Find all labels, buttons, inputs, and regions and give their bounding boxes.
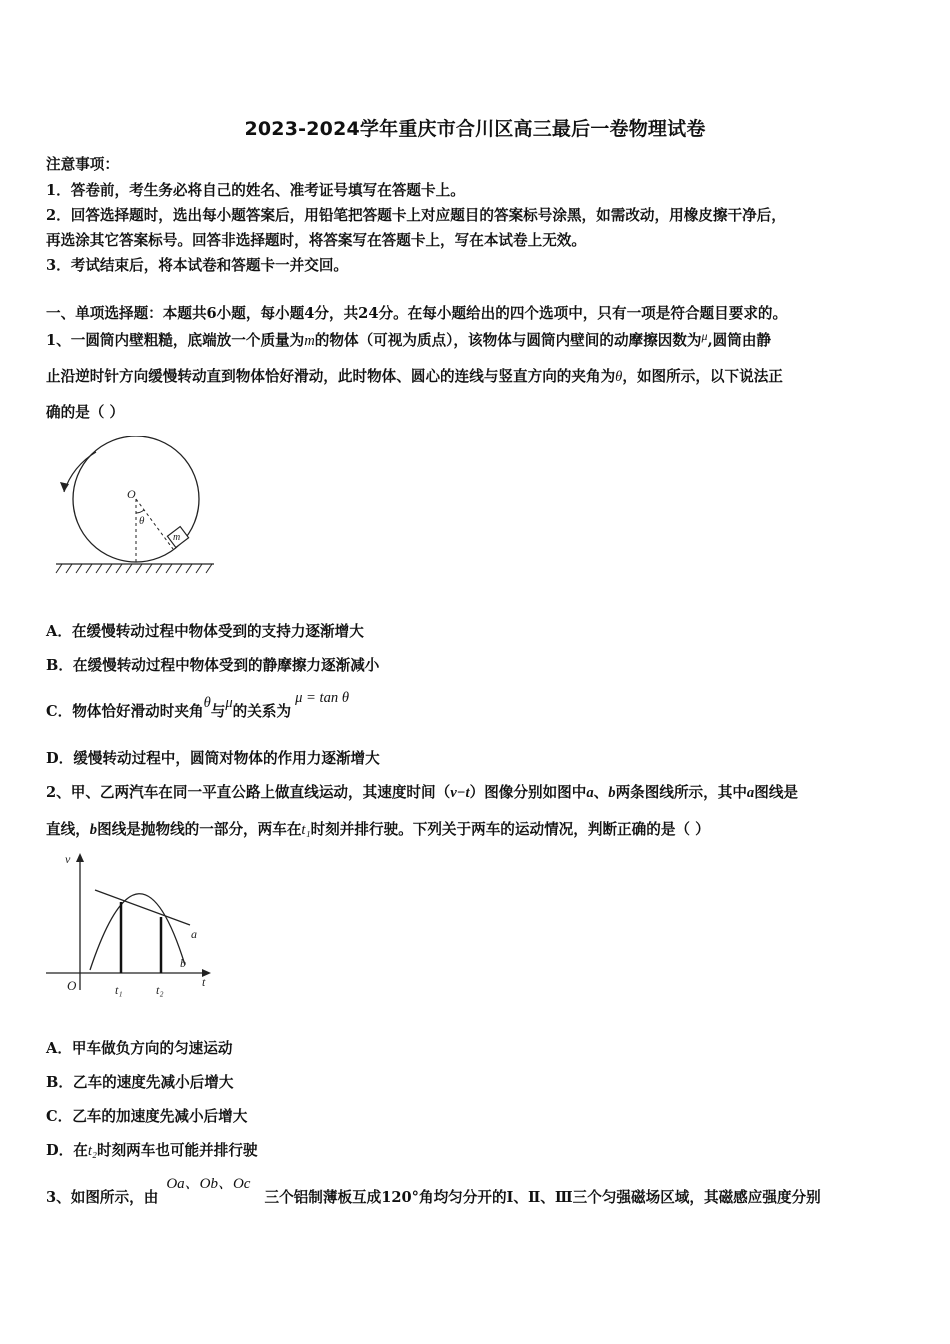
q1-theta-symbol: θ: [615, 369, 623, 385]
q2-text: ）图像分别如图中: [469, 784, 587, 801]
t1-symbol: t₁: [301, 822, 311, 838]
angle-label: θ: [139, 515, 145, 527]
q2-line-2: [46, 818, 710, 839]
page-title: 2023-2024学年重庆市合川区高三最后一卷物理试卷: [244, 118, 706, 140]
q1-option-a: A．在缓慢转动过程中物体受到的支持力逐渐增大: [46, 623, 364, 640]
series-b-label: b: [180, 956, 186, 970]
a-symbol: a: [746, 785, 755, 801]
section-heading: 一、单项选择题：本题共6小题，每小题4分，共24分。在每小题给出的四个选项中，只有一项是符合题目要求的。: [46, 305, 788, 322]
x-tick-label: t₂: [156, 983, 164, 997]
vt-symbol: v−t: [450, 785, 470, 801]
q2-option-d-text: 时刻两车也可能并排行驶: [96, 1142, 258, 1159]
q1-text: 止沿逆时针方向缓慢转动直到物体恰好滑动，此时物体、圆心的连线与竖直方向的夹角为: [46, 368, 616, 385]
series-a-label: a: [191, 927, 197, 941]
x-tick-label: t₁: [115, 983, 123, 997]
q2-vt-chart: [40, 850, 220, 1000]
notice-item-1: 1．答卷前，考生务必将自己的姓名、准考证号填写在答题卡上。: [46, 182, 465, 199]
q1-line-1: [46, 329, 771, 350]
q1-option-d: D．缓慢转动过程中，圆筒对物体的作用力逐渐增大: [46, 750, 380, 767]
t2-symbol: t₂: [87, 1143, 97, 1159]
x-axis-label: t: [202, 975, 206, 989]
formula-mu-tan-theta: μ = tan θ: [295, 690, 349, 706]
q2-text: 两条图线所示，其中: [615, 784, 747, 801]
b-symbol: b: [89, 822, 98, 838]
q3-plates-symbols: Oa、Ob、Oc: [166, 1176, 251, 1192]
y-axis-arrow-icon: [76, 853, 84, 862]
mu-symbol: μ: [225, 695, 233, 711]
theta-symbol: θ: [203, 695, 211, 711]
q2-text: 图线是抛物线的一部分，两车在: [97, 821, 302, 838]
q1-option-b: B．在缓慢转动过程中物体受到的静摩擦力逐渐减小: [46, 657, 380, 674]
notice-item-3: 3．考试结束后，将本试卷和答题卡一并交回。: [46, 257, 349, 274]
q2-text: 时刻并排行驶。下列关于两车的运动情况，判断正确的是（ ）: [310, 821, 710, 838]
q2-line-1: [46, 781, 798, 802]
q1-option-c-text: C．物体恰好滑动时夹角: [46, 703, 204, 720]
q1-option-c-text: 的关系为: [232, 703, 292, 720]
q3-text: 三个铝制薄板互成120°角均匀分开的Ⅰ、Ⅱ、Ⅲ三个匀强磁场区域，其磁感应强度分别: [264, 1189, 821, 1206]
q2-text: 图线是: [754, 784, 799, 801]
a-symbol: a: [586, 785, 594, 801]
q1-text: 1、一圆筒内壁粗糙，底端放一个质量为: [46, 332, 305, 349]
center-label: O: [127, 487, 136, 501]
angle-arc: [136, 510, 144, 513]
notice-item-2-cont: 再选涂其它答案标号。回答非选择题时，将答案写在答题卡上，写在本试卷上无效。: [46, 232, 586, 249]
q1-text: 的物体（可视为质点），该物体与圆筒内壁间的动摩擦因数为: [314, 332, 702, 349]
q1-mu-symbol: μ: [701, 329, 708, 343]
b-symbol: b: [608, 785, 616, 801]
mass-label: m: [173, 532, 181, 543]
q1-cylinder-figure: [52, 436, 222, 578]
q2-text: 、: [593, 784, 609, 801]
q2-option-c: C．乙车的加速度先减小后增大: [46, 1108, 248, 1125]
notice-item-2: 2．回答选择题时，选出每小题答案后，用铅笔把答题卡上对应题目的答案标号涂黑，如需改动，用橡皮擦干净后，: [46, 207, 786, 224]
q3-text: 3、如图所示，由: [46, 1189, 159, 1206]
ground-hatching: [56, 564, 212, 573]
q2-text: 2、甲、乙两汽车在同一平直公路上做直线运动，其速度时间（: [46, 784, 451, 801]
q3-line-1: [46, 1176, 821, 1207]
q2-text: 直线，: [46, 821, 90, 838]
q1-text: ,圆筒由静: [707, 332, 772, 349]
q1-text: ，如图所示，以下说法正: [622, 368, 783, 385]
q1-line-2: [46, 365, 783, 386]
q1-option-c-text: 与: [210, 703, 226, 720]
rotation-arrow: [64, 452, 96, 492]
origin-label: O: [67, 978, 77, 993]
q2-option-a: A．甲车做负方向的匀速运动: [46, 1040, 233, 1057]
series-a-line: [95, 890, 190, 925]
q1-mass-symbol: m: [304, 333, 315, 349]
y-axis-label: v: [65, 852, 71, 866]
q2-option-d: [46, 1139, 258, 1160]
q1-option-c: [46, 690, 349, 721]
q2-option-b: B．乙车的速度先减小后增大: [46, 1074, 234, 1091]
q2-option-d-text: D．在: [46, 1142, 88, 1159]
q1-line-3: 确的是（ ）: [46, 404, 125, 421]
notice-heading: 注意事项：: [46, 156, 119, 173]
